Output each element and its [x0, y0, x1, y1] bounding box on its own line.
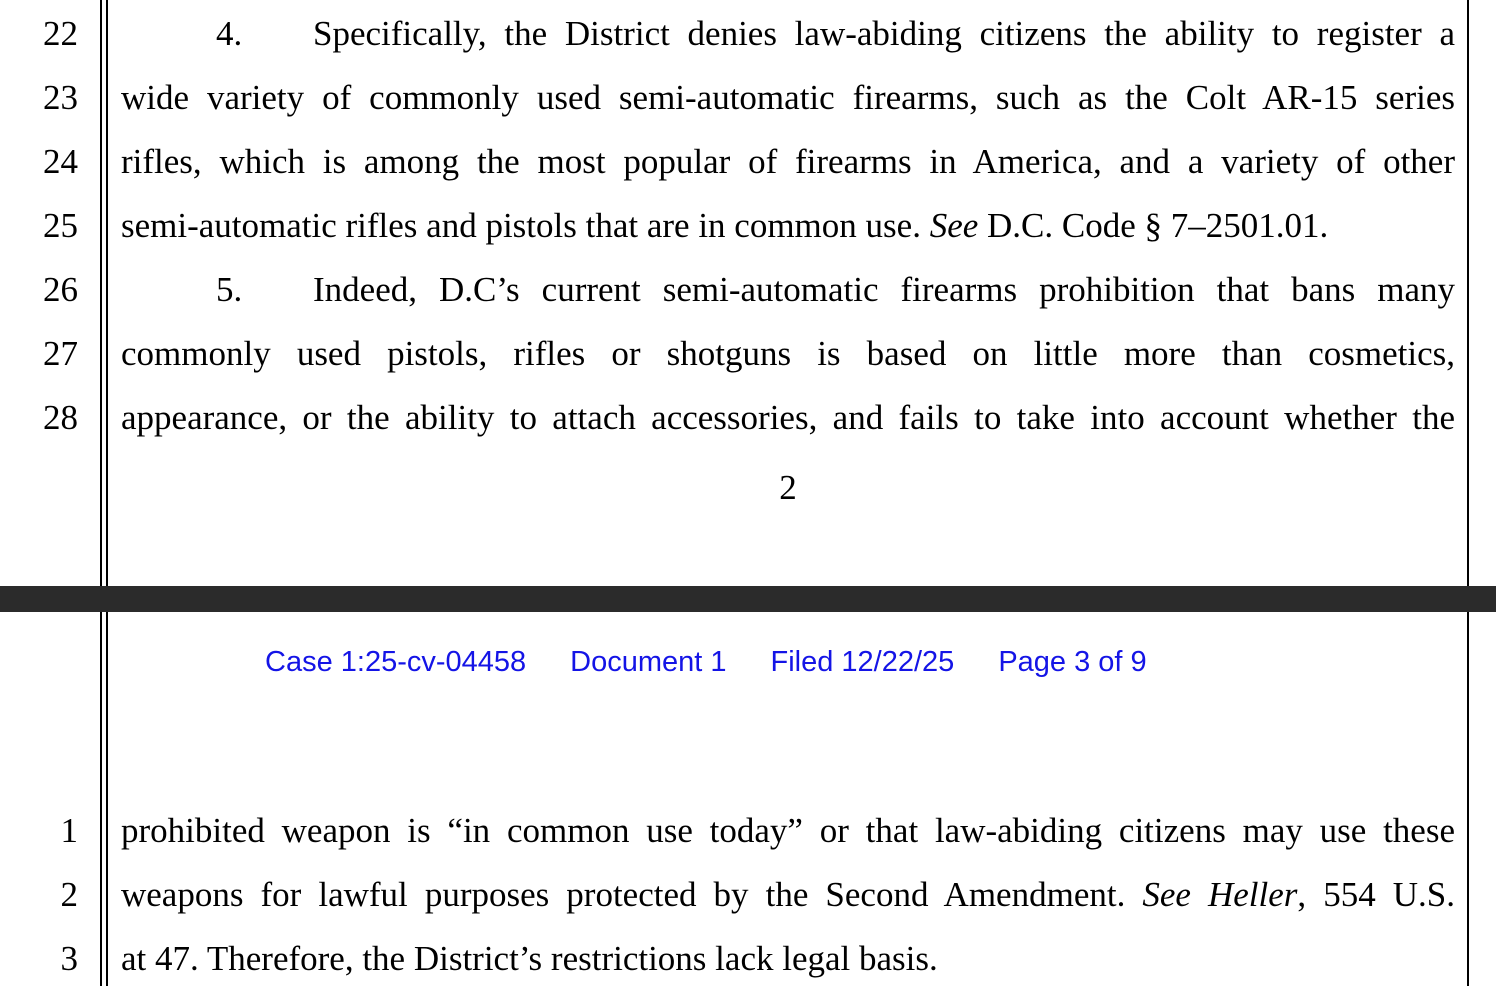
line-number: 28 [43, 398, 78, 437]
continuation-line-1: prohibited weapon is “in common use today” or that law-abiding citizens may use these [121, 811, 1455, 850]
line-number: 1 [60, 811, 78, 850]
continuation-line-2 [121, 877, 1455, 912]
line-number: 23 [43, 78, 78, 117]
line-number: 22 [43, 14, 78, 53]
citation-text: D.C. Code § 7–2501.01. [978, 206, 1329, 245]
paragraph-4-line-1 [121, 16, 1455, 51]
paragraph-4-line-2: wide variety of commonly used semi-automatic firearms, such as the Colt AR-15 series [121, 78, 1455, 117]
paragraph-4-line-4 [121, 208, 1455, 243]
paragraph-number: 4. [216, 14, 243, 53]
case-number: Case 1:25-cv-04458 [265, 646, 527, 678]
paragraph-5-line-3: appearance, or the ability to attach accessories, and fails to take into account whether the [121, 398, 1455, 437]
paragraph-number: 5. [216, 270, 243, 309]
continuation-line-3: at 47. Therefore, the District’s restrictions lack legal basis. [121, 939, 938, 978]
case-header [265, 648, 1147, 677]
paragraph-text: weapons for lawful purposes protected by the Second Amendment. [121, 875, 1143, 914]
citation-signal: See [929, 206, 979, 245]
line-number: 24 [43, 142, 78, 181]
line-number: 27 [43, 334, 78, 373]
margin-rule-left-outer [100, 0, 102, 986]
paragraph-text: semi-automatic rifles and pistols that are in common use. [121, 206, 930, 245]
paragraph-text: Specifically, the District denies law-abiding citizens the ability to register a [313, 14, 1455, 53]
paragraph-text: Indeed, D.C’s current semi-automatic firearms prohibition that bans many [313, 270, 1455, 309]
page-number: 2 [779, 468, 797, 507]
paragraph-4-line-3: rifles, which is among the most popular of firearms in America, and a variety of other [121, 142, 1455, 181]
line-number: 26 [43, 270, 78, 309]
case-citation: See Heller [1142, 875, 1298, 914]
page-separator [0, 586, 1496, 612]
paragraph-5-line-2: commonly used pistols, rifles or shotguns is based on little more than cosmetics, [121, 334, 1455, 373]
paragraph-5-line-1 [121, 272, 1455, 307]
page-count: Page 3 of 9 [998, 646, 1147, 678]
line-number: 2 [60, 875, 78, 914]
citation-text: , 554 U.S. [1297, 875, 1455, 914]
document-number: Document 1 [570, 646, 727, 678]
line-number: 25 [43, 206, 78, 245]
margin-rule-left-inner [106, 0, 108, 986]
line-number: 3 [60, 939, 78, 978]
filed-date: Filed 12/22/25 [770, 646, 955, 678]
margin-rule-right [1467, 0, 1469, 986]
